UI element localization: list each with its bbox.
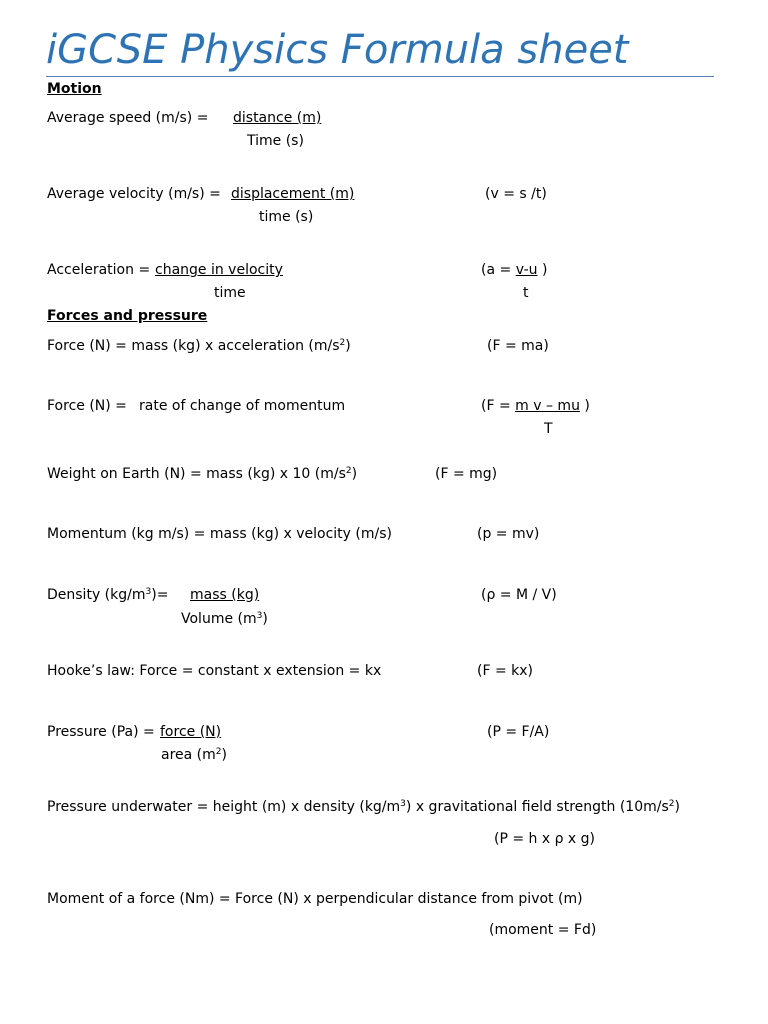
pressure-denominator-end: ): [221, 747, 227, 763]
weight-sup: 2: [345, 466, 352, 476]
acceleration-formula-denominator: t: [523, 285, 529, 301]
hooke-text: Hooke’s law: Force = constant x extension = kx: [47, 663, 382, 679]
pressure-underwater-text-a: Pressure underwater = height (m) x density (kg/m: [47, 799, 401, 815]
pressure-denominator-sup: 2: [215, 747, 222, 757]
force-ma-text: [47, 337, 351, 355]
moment-formula: (moment = Fd): [489, 922, 597, 938]
avg-velocity-denominator: time (s): [259, 209, 314, 225]
pressure-denominator-main: area (m: [161, 747, 216, 763]
momentum-formula: (p = mv): [477, 526, 540, 542]
pressure-label: Pressure (Pa) =: [47, 724, 155, 740]
avg-speed-numerator: distance (m): [233, 110, 322, 126]
density-formula: (ρ = M / V): [481, 587, 557, 603]
force-momentum-formula-numerator: m v – mu: [515, 398, 580, 414]
pressure-denominator: [161, 746, 227, 764]
acceleration-formula-open: (a =: [481, 262, 512, 278]
force-momentum-label: Force (N) =: [47, 398, 127, 414]
avg-velocity-numerator: displacement (m): [231, 186, 355, 202]
force-momentum-formula-close: ): [584, 398, 590, 414]
avg-speed-denominator: Time (s): [247, 133, 304, 149]
density-label: [47, 586, 168, 604]
acceleration-formula-numerator: v-u: [515, 262, 538, 278]
page-title: iGCSE Physics Formula sheet: [46, 27, 629, 73]
density-label-main: Density (kg/m: [47, 587, 146, 603]
pressure-underwater-text-b: ) x gravitational field strength (10m/s: [405, 799, 669, 815]
motion-heading: Motion: [47, 81, 102, 97]
forces-heading: Forces and pressure: [47, 308, 208, 324]
density-numerator: mass (kg): [190, 587, 260, 603]
acceleration-label: Acceleration =: [47, 262, 151, 278]
moment-text: Moment of a force (Nm) = Force (N) x perpendicular distance from pivot (m): [47, 891, 583, 907]
avg-velocity-label: Average velocity (m/s) =: [47, 186, 221, 202]
avg-speed-label: Average speed (m/s) =: [47, 110, 209, 126]
force-momentum-text: rate of change of momentum: [139, 398, 346, 414]
weight-text-main: Weight on Earth (N) = mass (kg) x 10 (m/s: [47, 466, 346, 482]
acceleration-denominator: time: [214, 285, 246, 301]
force-ma-text-end: ): [345, 338, 351, 354]
force-momentum-formula: [481, 397, 590, 415]
weight-text-end: ): [351, 466, 358, 482]
pressure-underwater-text-c: ): [674, 799, 680, 815]
hooke-formula: (F = kx): [477, 663, 533, 679]
density-denominator: [181, 610, 268, 628]
acceleration-formula-close: ): [541, 262, 548, 278]
pressure-underwater-sup-2: 2: [668, 799, 675, 809]
density-denominator-end: ): [262, 611, 268, 627]
acceleration-numerator: change in velocity: [155, 262, 283, 278]
momentum-text: Momentum (kg m/s) = mass (kg) x velocity (m/s): [47, 526, 392, 542]
pressure-underwater-sup-1: 3: [400, 799, 406, 809]
pressure-formula: (P = F/A): [487, 724, 550, 740]
pressure-underwater-text: [47, 798, 680, 816]
weight-formula: (F = mg): [435, 466, 498, 482]
force-momentum-formula-open: (F =: [481, 398, 511, 414]
title-underline: [46, 76, 714, 77]
force-momentum-formula-denominator: T: [544, 421, 553, 437]
pressure-numerator: force (N): [160, 724, 222, 740]
density-label-sup: 3: [145, 587, 152, 597]
density-denominator-main: Volume (m: [181, 611, 257, 627]
avg-velocity-formula: (v = s /t): [485, 186, 547, 202]
force-ma-text-main: Force (N) = mass (kg) x acceleration (m/s: [47, 338, 340, 354]
weight-text: [47, 465, 357, 483]
force-ma-sup: 2: [339, 338, 346, 348]
density-denominator-sup: 3: [256, 611, 263, 621]
density-label-end: )=: [151, 587, 169, 603]
pressure-underwater-formula: (P = h x ρ x g): [494, 831, 596, 847]
acceleration-formula: [481, 261, 547, 279]
force-ma-formula: (F = ma): [487, 338, 549, 354]
